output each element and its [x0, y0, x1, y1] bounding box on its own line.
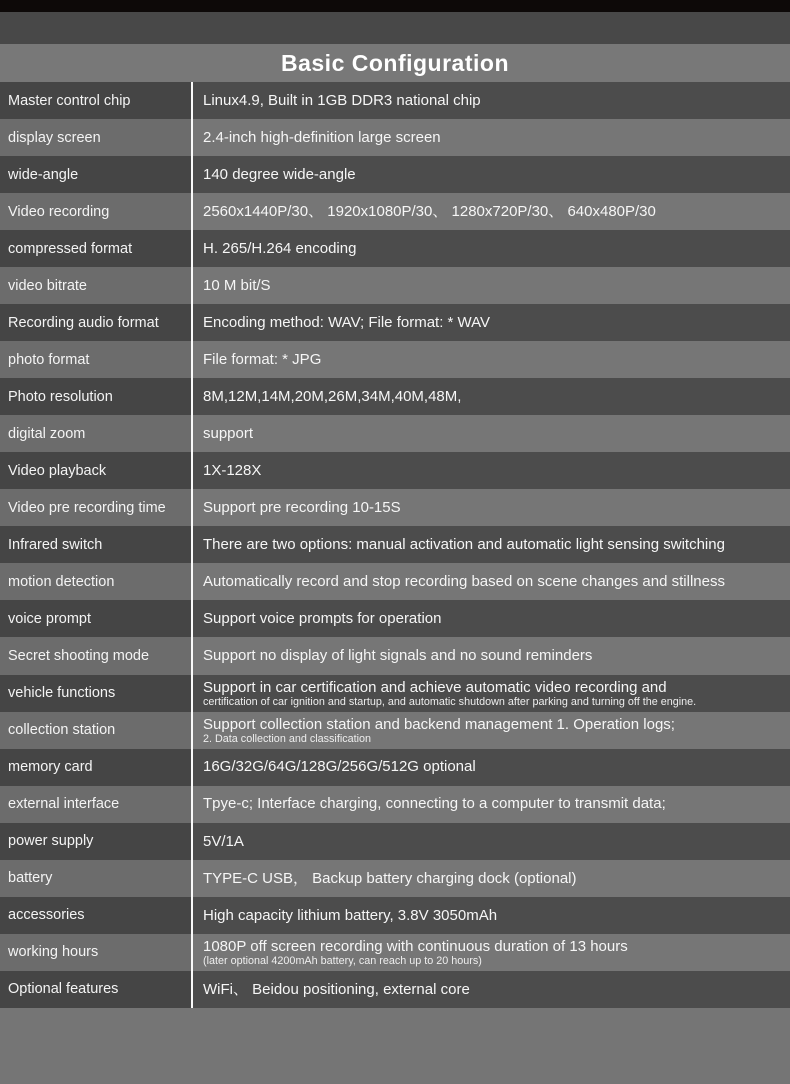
row-label: Secret shooting mode [0, 637, 191, 674]
row-label: Optional features [0, 971, 191, 1008]
table-row [0, 600, 790, 637]
row-label: battery [0, 860, 191, 897]
table-row [0, 712, 790, 749]
row-label: video bitrate [0, 267, 191, 304]
row-value-cell [191, 823, 790, 860]
row-value-cell [191, 193, 790, 230]
spec-table [0, 82, 790, 1008]
table-row [0, 452, 790, 489]
table-row [0, 823, 790, 860]
page-title: Basic Configuration [280, 49, 509, 76]
row-label: digital zoom [0, 415, 191, 452]
row-value-cell [191, 637, 790, 674]
row-subvalue: (later optional 4200mAh battery, can reach up to 20 hours) [203, 954, 482, 967]
row-value: TYPE-C USB， Backup battery charging dock (optional) [203, 869, 577, 887]
table-row [0, 563, 790, 600]
table-row [0, 82, 790, 119]
table-row [0, 230, 790, 267]
row-value-cell [191, 230, 790, 267]
row-subvalue: 2. Data collection and classification [203, 732, 372, 745]
row-label: photo format [0, 341, 191, 378]
row-value: Support pre recording 10-15S [203, 499, 401, 517]
row-value-cell [191, 675, 790, 712]
spec-table-body [0, 82, 790, 1008]
row-value-cell [191, 786, 790, 823]
table-row [0, 860, 790, 897]
row-label: compressed format [0, 230, 191, 267]
row-value: There are two options: manual activation and automatic light sensing switching [203, 536, 725, 554]
row-value-cell [191, 415, 790, 452]
row-label: memory card [0, 749, 191, 786]
table-row [0, 193, 790, 230]
row-value-cell [191, 304, 790, 341]
row-value: Support no display of light signals and no sound reminders [203, 647, 593, 665]
top-black-bar [0, 0, 790, 12]
row-value-cell [191, 749, 790, 786]
row-label: power supply [0, 823, 191, 860]
row-value-cell [191, 712, 790, 749]
row-label: motion detection [0, 563, 191, 600]
table-row [0, 341, 790, 378]
row-value-cell [191, 489, 790, 526]
row-value-cell [191, 378, 790, 415]
row-value: support [203, 425, 254, 443]
row-value: Support voice prompts for operation [203, 610, 442, 628]
row-value-cell [191, 897, 790, 934]
row-label: accessories [0, 897, 191, 934]
row-value-cell [191, 526, 790, 563]
row-value: 140 degree wide-angle [203, 165, 356, 183]
table-row [0, 489, 790, 526]
table-row [0, 934, 790, 971]
row-label: vehicle functions [0, 675, 191, 712]
table-row [0, 415, 790, 452]
row-value-cell [191, 341, 790, 378]
table-row [0, 675, 790, 712]
row-value-cell [191, 971, 790, 1008]
table-row [0, 897, 790, 934]
row-label: Photo resolution [0, 378, 191, 415]
row-label: voice prompt [0, 600, 191, 637]
table-row [0, 119, 790, 156]
row-value-cell [191, 267, 790, 304]
row-value-cell [191, 82, 790, 119]
table-row [0, 156, 790, 193]
table-row [0, 526, 790, 563]
row-value-cell [191, 600, 790, 637]
row-value: High capacity lithium battery, 3.8V 3050mAh [203, 906, 498, 924]
row-value-cell [191, 452, 790, 489]
row-value: WiFi、 Beidou positioning, external core [203, 980, 470, 998]
row-value: 2.4-inch high-definition large screen [203, 128, 441, 146]
row-value: 2560x1440P/30、 1920x1080P/30、 1280x720P/30、 640x480P/30 [203, 202, 656, 220]
row-value: 1080P off screen recording with continuous duration of 13 hours [203, 937, 628, 955]
row-subvalue: certification of car ignition and startup, and automatic shutdown after parking and turning off the engine. [203, 695, 697, 708]
table-row [0, 786, 790, 823]
row-value: 1X-128X [203, 462, 262, 480]
row-label: Infrared switch [0, 526, 191, 563]
row-label: Video recording [0, 193, 191, 230]
row-label: working hours [0, 934, 191, 971]
row-value: 8M,12M,14M,20M,26M,34M,40M,48M, [203, 388, 462, 406]
row-value-cell [191, 934, 790, 971]
row-label: Master control chip [0, 82, 191, 119]
row-label: collection station [0, 712, 191, 749]
table-row [0, 971, 790, 1008]
row-value-cell [191, 156, 790, 193]
row-value-cell [191, 563, 790, 600]
table-row [0, 304, 790, 341]
row-value: Support in car certification and achieve automatic video recording and [203, 678, 667, 696]
row-value: 16G/32G/64G/128G/256G/512G optional [203, 758, 476, 776]
row-value: Support collection station and backend management 1. Operation logs; [203, 715, 675, 733]
row-value: 10 M bit/S [203, 277, 271, 295]
row-label: display screen [0, 119, 191, 156]
row-label: wide-angle [0, 156, 191, 193]
row-label: Video playback [0, 452, 191, 489]
row-value: 5V/1A [203, 832, 244, 850]
row-value: Linux4.9, Built in 1GB DDR3 national chip [203, 91, 481, 109]
table-row [0, 378, 790, 415]
table-row [0, 267, 790, 304]
table-row [0, 637, 790, 674]
row-label: Video pre recording time [0, 489, 191, 526]
row-value: H. 265/H.264 encoding [203, 240, 357, 258]
row-value: Encoding method: WAV; File format: * WAV [203, 314, 491, 332]
row-value: File format: * JPG [203, 351, 322, 369]
footer-filler [0, 1008, 790, 1084]
row-label: external interface [0, 786, 191, 823]
row-value-cell [191, 119, 790, 156]
row-value: Automatically record and stop recording based on scene changes and stillness [203, 573, 725, 591]
row-label: Recording audio format [0, 304, 191, 341]
row-value: Tpye-c; Interface charging, connecting to a computer to transmit data; [203, 795, 666, 813]
row-value-cell [191, 860, 790, 897]
header-dark-band [0, 12, 790, 44]
table-row [0, 749, 790, 786]
title-band [0, 44, 790, 82]
